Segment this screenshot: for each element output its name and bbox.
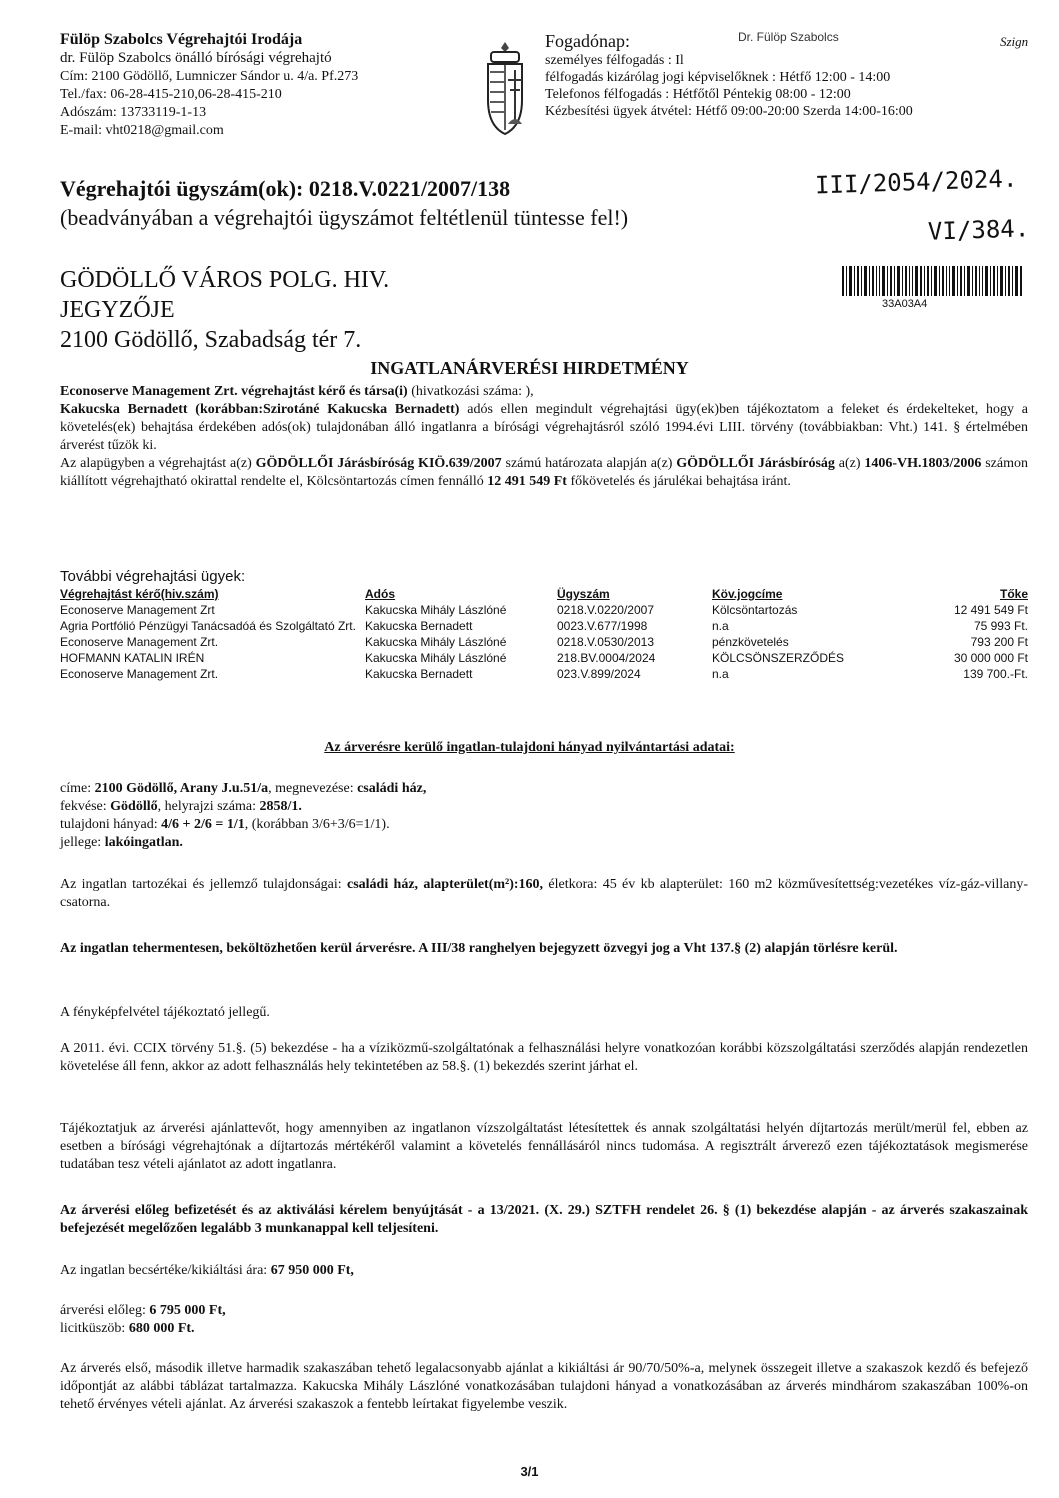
- barcode: [842, 266, 1022, 296]
- page-number: 3/1: [520, 1464, 539, 1479]
- text: tulajdoni hányad:: [60, 817, 162, 832]
- table-row: [60, 666, 1028, 682]
- reception-title: Fogadónap:: [545, 31, 630, 51]
- photo-note: A fényképfelvétel tájékoztató jellegű.: [60, 1005, 270, 1020]
- column-header: Köv.jogcíme: [712, 587, 783, 601]
- cell-capital: 75 993 Ft.: [973, 619, 1028, 633]
- property-details: [60, 780, 1028, 852]
- cell-case-number: 218.BV.0004/2024: [557, 651, 656, 665]
- document-title: INGATLANÁRVERÉSI HIRDETMÉNY: [370, 358, 689, 378]
- text: , (korábban 3/6+3/6=1/1).: [244, 817, 390, 832]
- table-row: [60, 618, 1028, 634]
- price-line: [60, 1262, 1028, 1280]
- floor-area: családi ház, alapterület(m²):160,: [347, 877, 544, 892]
- intro-line-3: [60, 455, 1028, 491]
- signature-name: Dr. Fülöp Szabolcs: [738, 30, 839, 44]
- property-address: 2100 Gödöllő, Arany J.u.51/a: [94, 781, 269, 796]
- text: Az alapügyben a végrehajtást a(z): [60, 456, 256, 471]
- cell-debtor: Kakucska Mihály Lászlóné: [365, 651, 507, 665]
- cell-claim-title: n.a: [712, 619, 729, 633]
- property-nature-line: [60, 834, 1028, 852]
- principal-amount: 12 491 549 Ft: [487, 474, 567, 489]
- text: Az ingatlan becsértéke/kikiáltási ára:: [60, 1263, 271, 1278]
- cell-claim-title: n.a: [712, 667, 729, 681]
- coat-of-arms-icon: [482, 40, 528, 136]
- cell-creditor: Econoserve Management Zrt: [60, 603, 215, 617]
- cell-case-number: 023.V.899/2024: [557, 667, 641, 681]
- cell-claim-title: Kölcsöntartozás: [712, 603, 798, 617]
- table-row: [60, 634, 1028, 650]
- deposit-amount: 6 795 000 Ft,: [149, 1303, 226, 1318]
- cases-table-title: További végrehajtási ügyek:: [60, 568, 246, 585]
- deposit-rule: Az árverési előleg befizetését és az aktiválási kérelem benyújtását - a 13/2021. (X. 29.) SZTFH rendelet 26. § (1) bekezdése alapján - az árverés szakaszainak befejezését megelőzően legalább 3 munkanappal kell teljesíteni.: [60, 1203, 1028, 1236]
- text: Az ingatlan tartozékai és jellemző tulajdonságai:: [60, 877, 347, 892]
- asking-price: 67 950 000 Ft,: [270, 1263, 354, 1278]
- bid-step-line: [60, 1320, 1028, 1338]
- handwritten-note: III/2054/2024.: [814, 164, 1018, 200]
- case-reference: Végrehajtói ügyszám(ok): 0218.V.0221/2007/138: [60, 176, 511, 201]
- addressee: [60, 265, 389, 355]
- cases-table: [60, 586, 1028, 682]
- reception-line: Kézbesítési ügyek átvétel: Hétfő 09:00-20:00 Szerda 14:00-16:00: [545, 104, 913, 119]
- warrant-number: 1406-VH.1803/2006: [864, 456, 982, 471]
- cell-debtor: Kakucska Mihály Lászlóné: [365, 635, 507, 649]
- law-note: A 2011. évi. CCIX törvény 51.§. (5) bekezdése - ha a víziközmű-szolgáltatónak a felhasználási helyre vonatkozóan korábbi közszolgáltatási szerződés alapján rendezetlen követelése áll fenn, akkor az adott felhasználás hely tekintetében az 58.§. (1) bekezdés szerint járhat el.: [60, 1041, 1028, 1074]
- bid-step-amount: 680 000 Ft.: [128, 1321, 195, 1336]
- column-header: Végrehajtást kérő(hiv.szám): [60, 587, 219, 601]
- addressee-line: JEGYZŐJE: [60, 297, 175, 323]
- property-address-line: [60, 780, 1028, 798]
- text: fekvése:: [60, 799, 111, 814]
- office-email: E-mail: vht0218@gmail.com: [60, 123, 224, 138]
- cell-creditor: HOFMANN KATALIN IRÉN: [60, 651, 205, 665]
- property-section-heading: Az árverésre kerülő ingatlan-tulajdoni hányad nyilvántartási adatai:: [324, 740, 735, 755]
- text: főkövetelés és járulékai behajtása iránt.: [566, 474, 791, 489]
- office-phone: Tel./fax: 06-28-415-210,06-28-415-210: [60, 87, 282, 102]
- text: életkora: 45 év kb alapterület: 160 m2 közművesítettség:vezetékes víz-gáz-villany-csatorna.: [60, 877, 1028, 910]
- column-header: Tőke: [999, 587, 1028, 601]
- cell-capital: 12 491 549 Ft: [953, 603, 1028, 617]
- column-header: Adós: [365, 587, 395, 601]
- cell-case-number: 0218.V.0530/2013: [557, 635, 654, 649]
- addressee-line: 2100 Gödöllő, Szabadság tér 7.: [60, 327, 362, 353]
- text: a(z): [834, 456, 865, 471]
- cell-creditor: Agria Portfólió Pénzügyi Tanácsadóá és Szolgáltató Zrt.: [60, 619, 356, 633]
- office-tax-number: Adószám: 13733119-1-13: [60, 105, 207, 120]
- cell-creditor: Econoserve Management Zrt.: [60, 635, 219, 649]
- cell-debtor: Kakucska Bernadett: [365, 619, 473, 633]
- text: árverési előleg:: [60, 1303, 150, 1318]
- barcode-number: 33A03A4: [882, 298, 928, 310]
- table-row: [60, 602, 1028, 618]
- intro-text: adós ellen megindult végrehajtási ügy(ek)ben tájékoztatom a feleket és érdekelteket, hogy a követelés(ek) behajtása érdekében adós(ok) tulajdonában álló ingatlanra a bírósági végrehajtásról szóló 1994.évi LIII. törvény (továbbiakban: Vht.) 141. § értelmében árverést tűzök ki.: [60, 402, 1028, 453]
- cell-claim-title: pénzkövetelés: [712, 635, 789, 649]
- text: számú határozata alapján a(z): [501, 456, 677, 471]
- charges-paragraph: Az ingatlan tehermentesen, beköltözhetően kerül árverésre. A III/38 ranghelyen bejegyzett özvegyi jog a Vht 137.§ (2) alapján törlésre kerül.: [60, 941, 898, 956]
- cell-creditor: Econoserve Management Zrt.: [60, 667, 219, 681]
- text: címe:: [60, 781, 95, 796]
- reference-text: (hivatkozási száma: ),: [407, 384, 534, 399]
- intro-line-2: [60, 401, 1028, 455]
- property-location-line: [60, 798, 1028, 816]
- cell-capital: 139 700.-Ft.: [963, 667, 1028, 681]
- cell-debtor: Kakucska Mihály Lászlóné: [365, 603, 507, 617]
- cell-capital: 30 000 000 Ft: [953, 651, 1028, 665]
- text: jellege:: [60, 835, 105, 850]
- deposit-line: [60, 1302, 1028, 1320]
- accessories-paragraph: [60, 876, 1028, 912]
- reception-line: Telefonos félfogadás : Hétfőtől Péntekig 08:00 - 12:00: [545, 87, 851, 102]
- reception-line: félfogadás kizárólag jogi képviselőknek : Hétfő 12:00 - 14:00: [545, 70, 891, 85]
- addressee-line: GÖDÖLLŐ VÁROS POLG. HIV.: [60, 267, 390, 293]
- handwritten-note: VI/384.: [927, 214, 1030, 246]
- text: licitküszöb:: [60, 1321, 129, 1336]
- text: , helyrajzi száma:: [157, 799, 260, 814]
- water-note: Tájékoztatjuk az árverési ajánlattevőt, hogy amennyiben az ingatlanon vízszolgáltatást létesítettek és annak szolgáltatási helyén díjtartozás merült/merül fel, ebben az esetben a bírósági végrehajtónak a díjtartozás mértékéről valamint a követelés fennállásáról nincs tudomása. A regisztrált árverező ezen tájékoztatások megismerése tudatában tesz vételi ajánlatot az adott ingatlanra.: [60, 1121, 1028, 1172]
- table-header-row: [60, 586, 1028, 602]
- office-name: Fülöp Szabolcs Végrehajtói Irodája: [60, 31, 303, 48]
- ownership-share: 4/6 + 2/6 = 1/1: [161, 817, 245, 832]
- property-location: Gödöllő: [110, 799, 158, 814]
- reception-line: személyes félfogadás : Il: [545, 53, 684, 68]
- court-ref: GÖDÖLLŐI Járásbíróság KIÖ.639/2007: [255, 456, 502, 471]
- property-share-line: [60, 816, 1028, 834]
- text: számon kiállított végrehajtható okirattal rendelte el, Kölcsöntartozás címen fennálló: [60, 456, 1029, 489]
- cell-case-number: 0023.V.677/1998: [557, 619, 648, 633]
- cell-debtor: Kakucska Bernadett: [365, 667, 473, 681]
- corner-mark: Szign: [1000, 34, 1029, 49]
- cell-case-number: 0218.V.0220/2007: [557, 603, 654, 617]
- case-reference-note: (beadványában a végrehajtói ügyszámot feltétlenül tüntesse fel!): [60, 205, 629, 230]
- text: , megnevezése:: [268, 781, 358, 796]
- office-address: Cím: 2100 Gödöllő, Lumniczer Sándor u. 4/a. Pf.273: [60, 69, 359, 84]
- office-line: dr. Fülöp Szabolcs önálló bírósági végrehajtó: [60, 50, 332, 66]
- property-nature: lakóingatlan.: [104, 835, 183, 850]
- table-row: [60, 650, 1028, 666]
- stages-note: Az árverés első, második illetve harmadik szakaszában tehető legalacsonyabb ajánlat a kikiáltási ár 90/70/50%-a, melynek összegeit illetve a szakaszok kezdő és befejező időpontját az alábbi táblázat tartalmazza. Kakucska Mihály Lászlóné vonatkozásában tulajdoni hányad a vonatkozásában az árverés mindhárom szakaszában 100%-on tehető érvényes vételi ajánlat. Az árverési szakaszok a fentebb leírtakat figyelembe veszik.: [60, 1361, 1028, 1412]
- office-header: [60, 30, 480, 140]
- intro-paragraph: [60, 383, 1028, 491]
- cell-claim-title: KÖLCSÖNSZERZŐDÉS: [712, 651, 845, 665]
- column-header: Ügyszám: [557, 587, 610, 601]
- parcel-number: 2858/1.: [259, 799, 302, 814]
- deposit-block: [60, 1302, 1028, 1338]
- intro-line-1: [60, 383, 1028, 401]
- court-name: GÖDÖLLŐI Járásbíróság: [676, 456, 835, 471]
- cell-capital: 793 200 Ft: [970, 635, 1028, 649]
- debtor-name: Kakucska Bernadett (korábban:Szirotáné Kakucska Bernadett): [60, 402, 460, 417]
- property-type: családi ház,: [357, 781, 427, 796]
- creditor-name: Econoserve Management Zrt. végrehajtást kérő és társa(i): [60, 384, 408, 399]
